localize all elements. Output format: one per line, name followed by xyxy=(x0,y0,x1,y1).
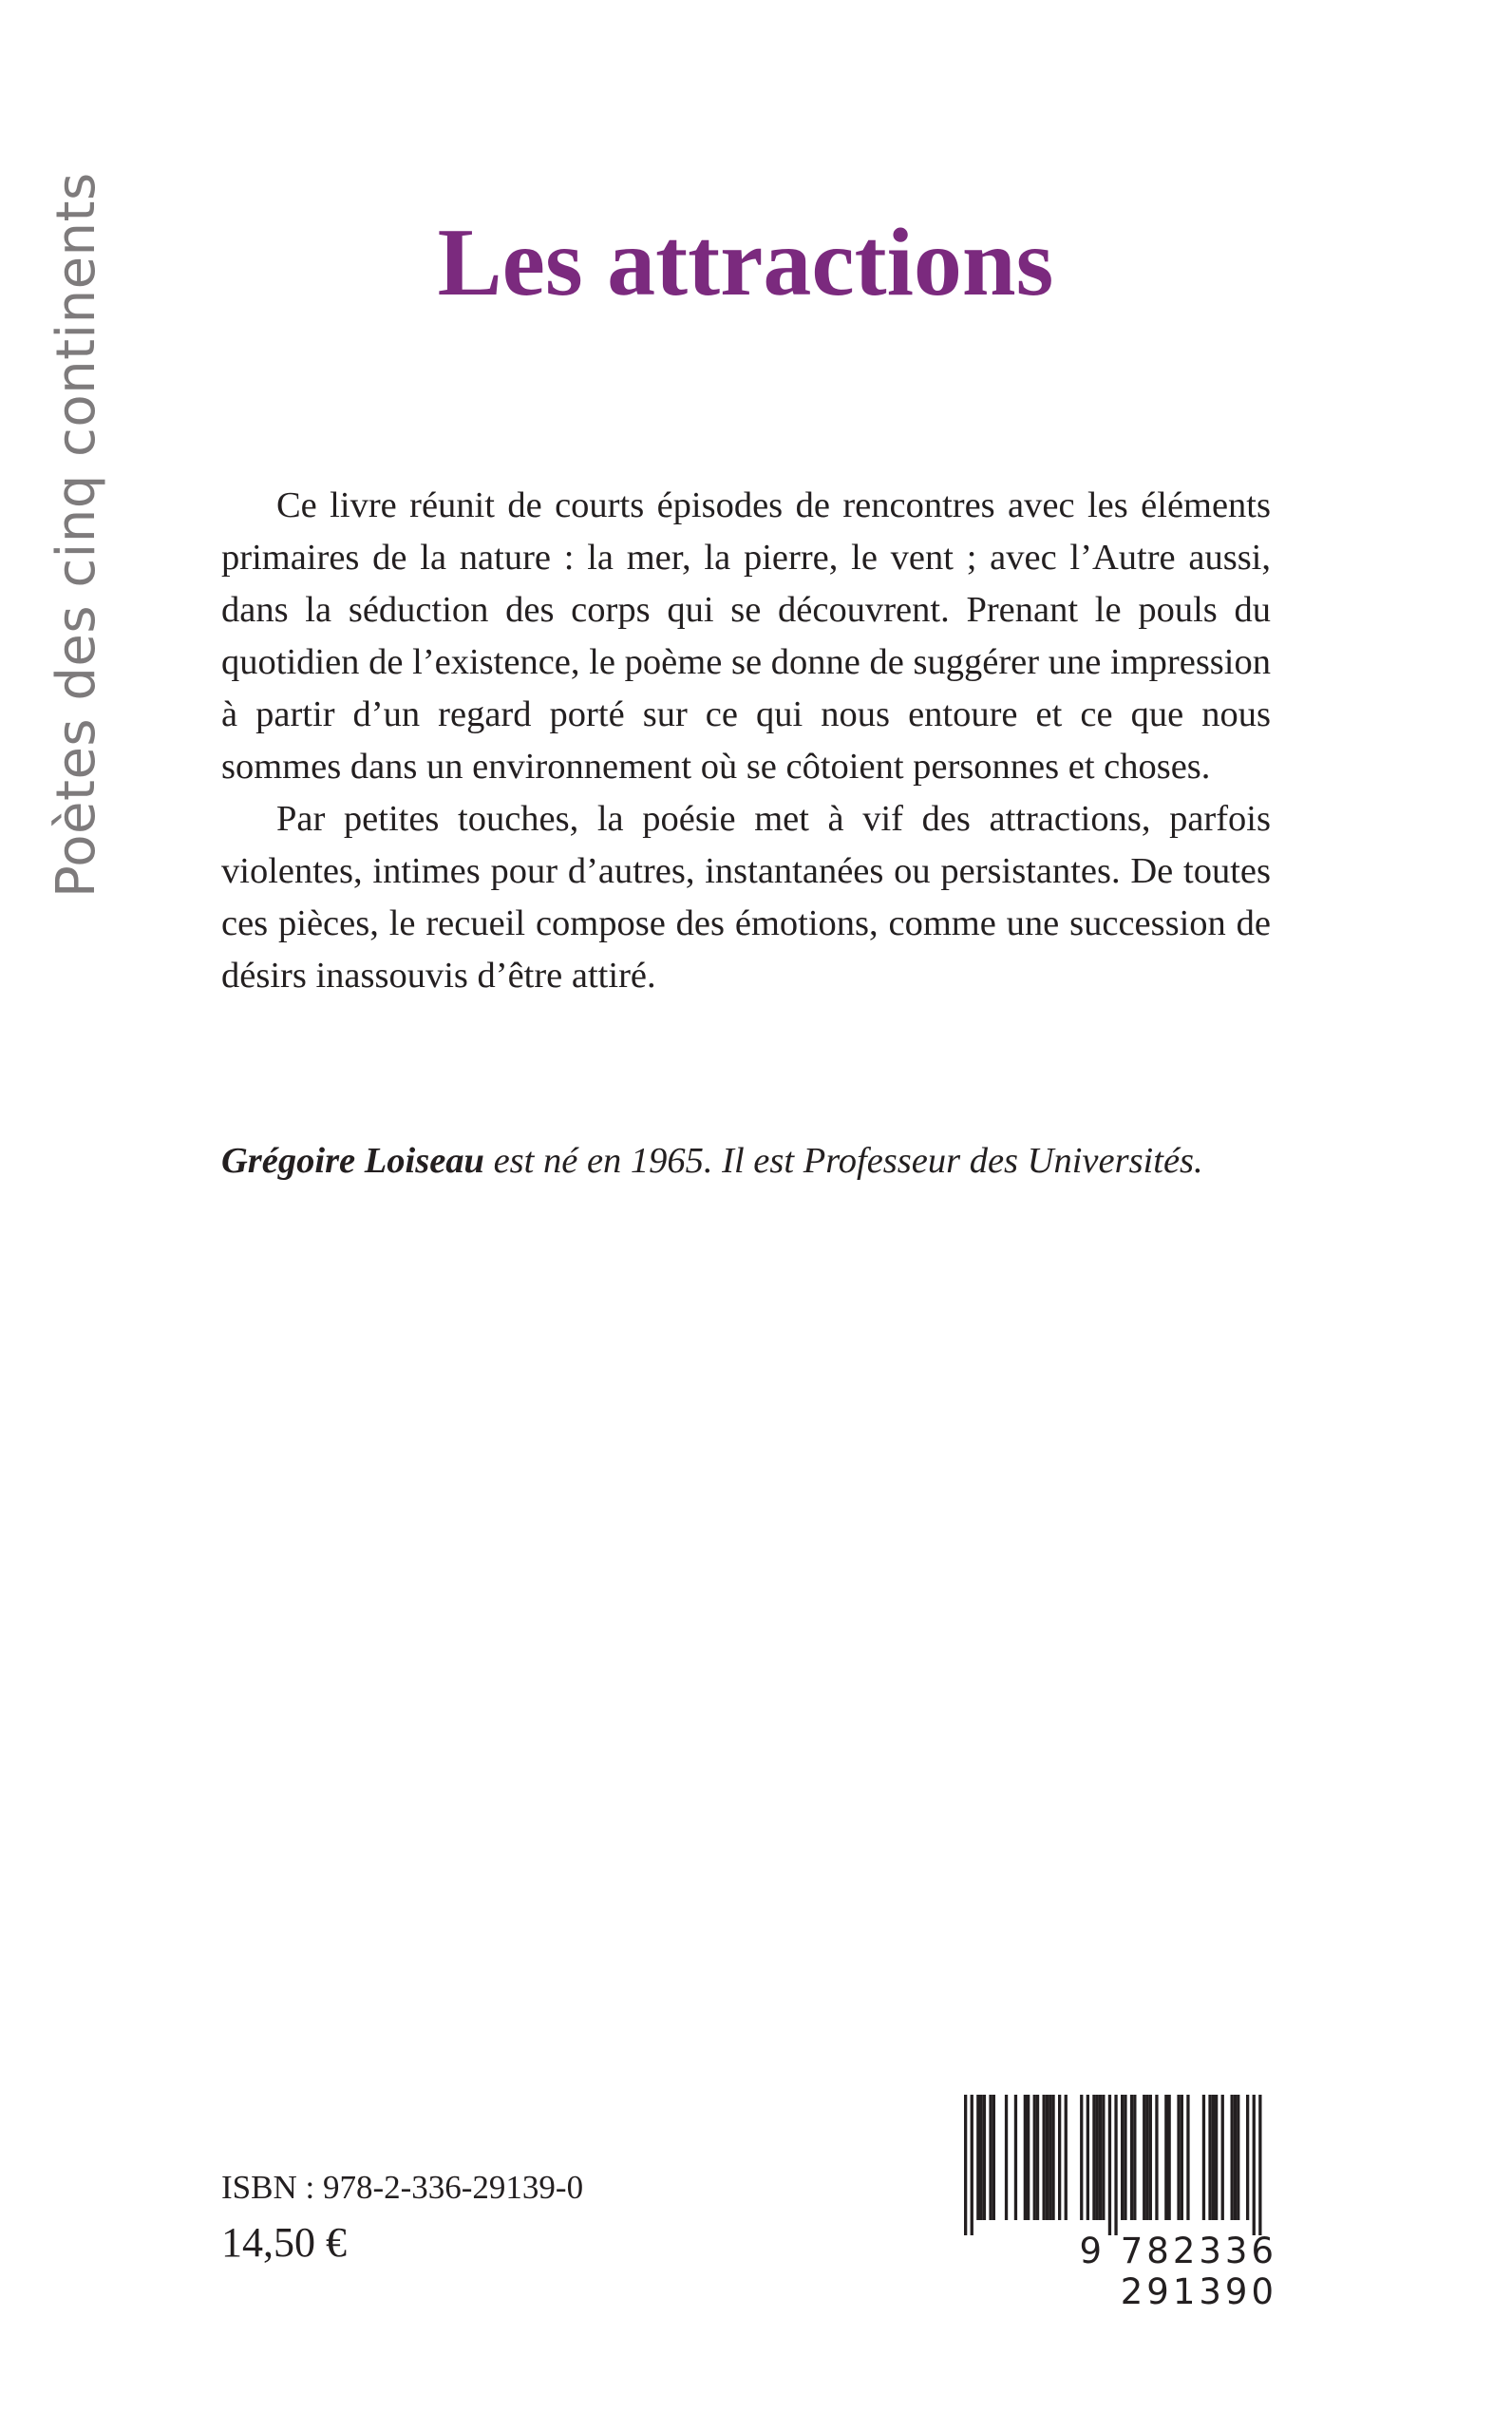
barcode-bar xyxy=(1145,2095,1148,2220)
barcode-bar xyxy=(992,2095,995,2220)
series-name: Poètes des cinq continents xyxy=(46,172,107,898)
barcode-bar xyxy=(1130,2095,1133,2220)
barcode-bar xyxy=(1099,2095,1102,2220)
barcode-bar xyxy=(1121,2095,1124,2220)
barcode-bar xyxy=(976,2095,979,2220)
barcode-bar xyxy=(1058,2095,1061,2220)
blurb-paragraph-2: Par petites touches, la poésie met à vif des attractions, parfois violentes, intimes pour d’autres, instantanées ou persistantes. De toutes ces pièces, le recueil compose des émotions, comme une succession de désirs inassouvis d’être attiré. xyxy=(221,799,1271,996)
barcode-bar xyxy=(1087,2095,1089,2220)
isbn: ISBN : 978-2-336-29139-0 xyxy=(221,2169,584,2206)
book-title: Les attractions xyxy=(437,209,1054,317)
barcode-bar xyxy=(1215,2095,1218,2220)
barcode-bar xyxy=(983,2095,986,2220)
barcode-bar xyxy=(1164,2095,1167,2220)
author-name: Grégoire Loiseau xyxy=(221,1141,484,1181)
barcode-bar xyxy=(1024,2095,1027,2220)
barcode-bar xyxy=(1036,2095,1039,2220)
barcode-bar xyxy=(1253,2095,1256,2235)
barcode-bar xyxy=(1221,2095,1224,2220)
barcode-bar xyxy=(1033,2095,1036,2220)
barcode-bar xyxy=(1212,2095,1215,2220)
barcode-bar xyxy=(1080,2095,1083,2220)
barcode-bar xyxy=(1143,2095,1145,2220)
barcode-bar xyxy=(1208,2095,1211,2220)
barcode-bar xyxy=(980,2095,983,2220)
barcode-bar xyxy=(1092,2095,1095,2220)
barcode-bar xyxy=(989,2095,992,2220)
barcode-bar xyxy=(971,2095,973,2235)
barcode-bar xyxy=(1133,2095,1136,2220)
barcode-bar xyxy=(1027,2095,1030,2220)
barcode-bar xyxy=(1065,2095,1068,2220)
barcode-bar xyxy=(1186,2095,1189,2220)
barcode-bar xyxy=(1155,2095,1158,2220)
barcode-digits: 9 782336 291390 xyxy=(1079,2231,1277,2312)
barcode-bar xyxy=(1234,2095,1237,2220)
price: 14,50 € xyxy=(221,2219,347,2266)
barcode-bar xyxy=(1049,2095,1051,2220)
barcode-bar xyxy=(1168,2095,1171,2220)
barcode-bar xyxy=(1005,2095,1008,2220)
author-bio-text: est né en 1965. Il est Professeur des Universités. xyxy=(483,1141,1203,1181)
barcode-bar xyxy=(964,2095,967,2235)
barcode-bar xyxy=(1246,2095,1249,2220)
barcode-bar xyxy=(1258,2095,1261,2235)
back-cover-blurb xyxy=(221,480,1271,1002)
barcode-bar xyxy=(1014,2095,1017,2220)
barcode xyxy=(926,2095,1277,2312)
barcode-bar xyxy=(1237,2095,1239,2220)
barcode-bar xyxy=(1181,2095,1183,2220)
barcode-bar xyxy=(1202,2095,1205,2220)
barcode-bar xyxy=(1231,2095,1234,2220)
barcode-bar xyxy=(1114,2095,1117,2235)
blurb-paragraph-1: Ce livre réunit de courts épisodes de rencontres avec les éléments primaires de la nature : la mer, la pierre, le vent ; avec l’Autre aussi, dans la séduction des corps qui se découvrent. Prenant le pouls du quotidien de l’existence, le poème se donne de suggérer une impression à partir d’un regard porté sur ce qui nous entoure et ce que nous sommes dans un environnement où se côtoient personnes et choses. xyxy=(221,485,1271,787)
barcode-bar xyxy=(1124,2095,1126,2220)
barcode-bar xyxy=(1177,2095,1180,2220)
author-bio xyxy=(221,1135,1271,1187)
barcode-bar xyxy=(1108,2095,1111,2235)
barcode-bar xyxy=(1149,2095,1152,2220)
barcode-bar xyxy=(1046,2095,1049,2220)
barcode-bars xyxy=(926,2095,1277,2237)
barcode-bar xyxy=(1051,2095,1054,2220)
spine-series-label xyxy=(46,172,107,955)
barcode-bar xyxy=(1102,2095,1105,2220)
barcode-bar xyxy=(1096,2095,1099,2220)
barcode-bar xyxy=(1043,2095,1046,2220)
